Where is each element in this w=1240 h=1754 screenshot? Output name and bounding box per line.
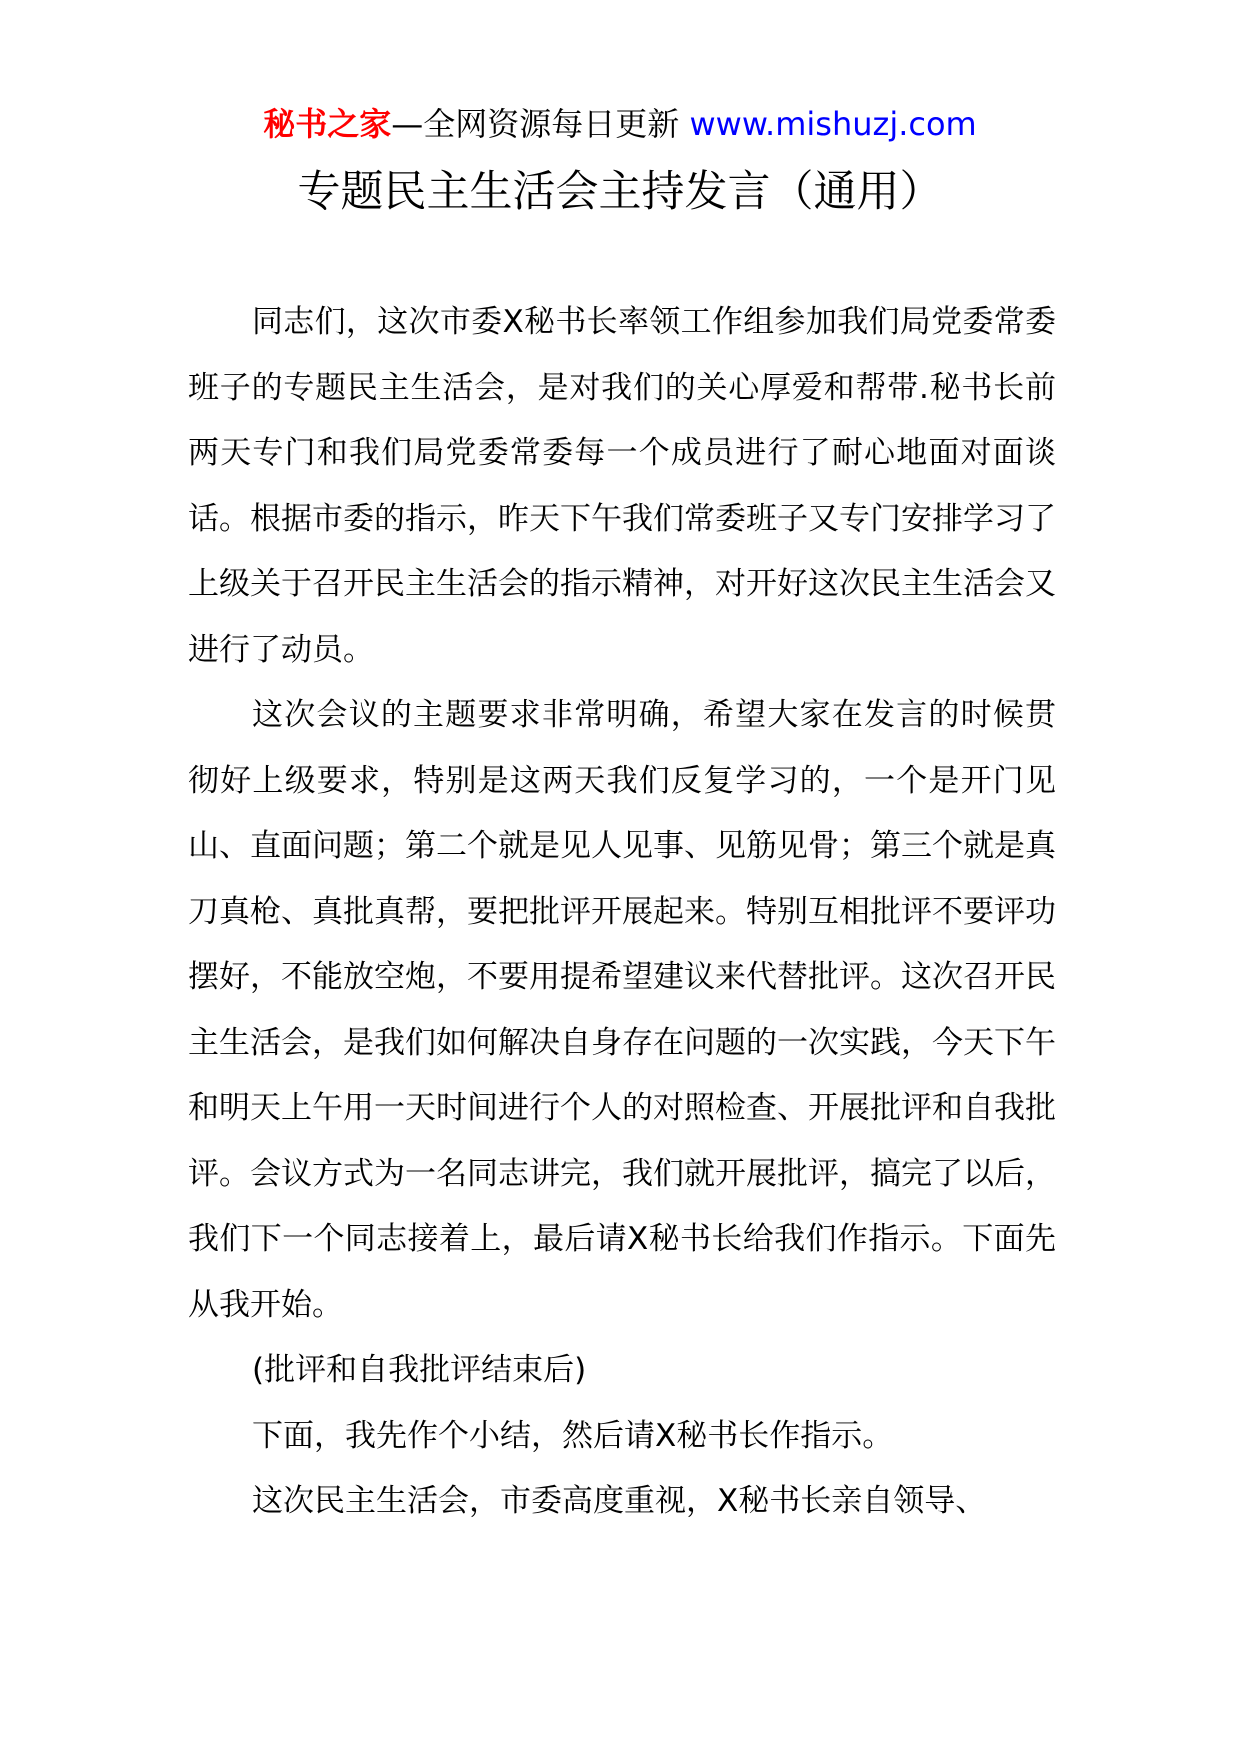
site-url[interactable]: www.mishuzj.com <box>689 105 977 143</box>
paragraph: 这次会议的主题要求非常明确，希望大家在发言的时候贯彻好上级要求，特别是这两天我们反复学习的，一个是开门见山、直面问题；第二个就是见人见事、见筋见骨；第三个就是真刀真枪、真批真帮，要把批评开展起来。特别互相批评不要评功摆好，不能放空炮，不要用提希望建议来代替批评。这次召开民主生活会，是我们如何解决自身存在问题的一次实践，今天下午和明天上午用一天时间进行个人的对照检查、开展批评和自我批评。会议方式为一名同志讲完，我们就开展批评，搞完了以后，我们下一个同志接着上，最后请X秘书长给我们作指示。下面先从我开始。 <box>188 697 1056 1323</box>
brand-name: 秘书之家 <box>263 105 392 143</box>
paragraph: 这次民主生活会，市委高度重视，X秘书长亲自领导、 <box>252 1483 987 1519</box>
document-body <box>188 290 1056 1535</box>
paragraph: 同志们，这次市委X秘书长率领工作组参加我们局党委常委班子的专题民主生活会，是对我们的关心厚爱和帮带.秘书长前两天专门和我们局党委常委每一个成员进行了耐心地面对面谈话。根据市委的指示，昨天下午我们常委班子又专门安排学习了上级关于召开民主生活会的指示精神，对开好这次民主生活会又进行了动员。 <box>188 304 1056 668</box>
site-tagline: —全网资源每日更新 <box>391 105 680 143</box>
paragraph: (批评和自我批评结束后) <box>252 1352 587 1388</box>
document-title: 专题民主生活会主持发言（通用） <box>297 167 943 217</box>
site-header <box>0 100 1240 148</box>
paragraph: 下面，我先作个小结，然后请X秘书长作指示。 <box>252 1417 894 1454</box>
